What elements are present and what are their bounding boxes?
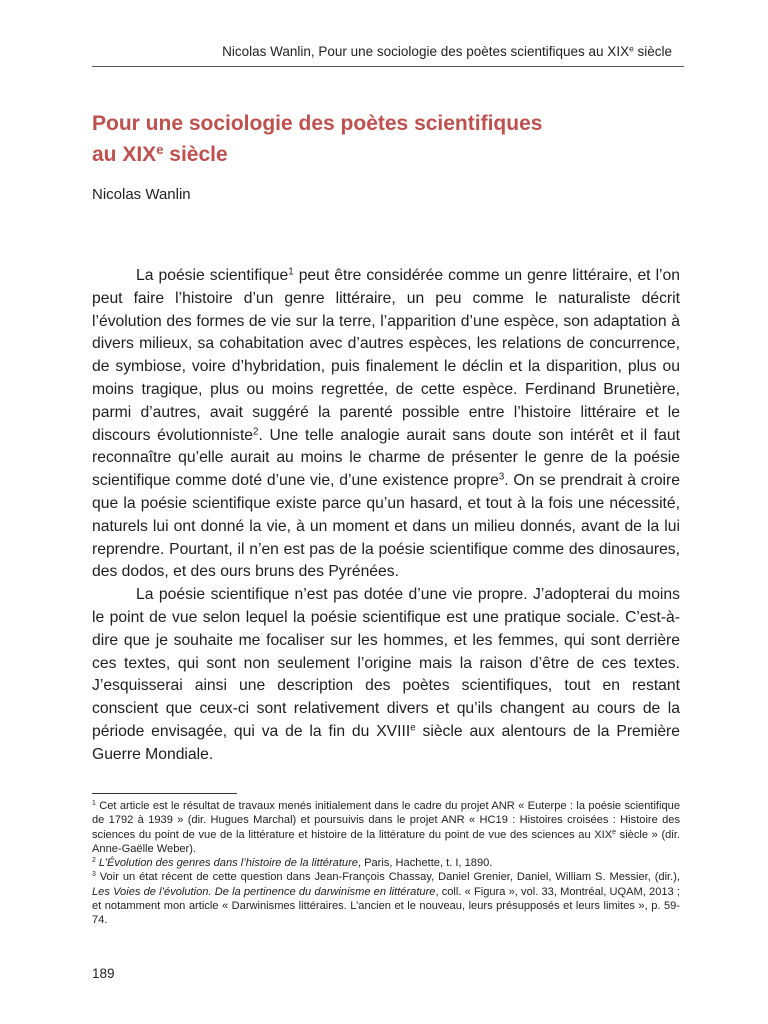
running-header-tail: siècle — [633, 44, 672, 59]
footnotes — [92, 799, 680, 928]
header-rule — [92, 66, 684, 67]
paragraph-1-text: peut être considérée comme un genre littéraire, et l’on peut faire l’histoire d’un genre littéraire, un peu comme le naturaliste décrit l’évolution des formes de vie sur la terre, l’apparition d’une espèce, son adaptation à divers milieux, sa cohabitation avec d’autres espèces, les relations de concurrence, de symbiose, voire d’hybridation, puis finalement le déclin et la disparition, plus ou moins tragique, plus ou moins regrettée, de cette espèce. Ferdinand Brunetière, parmi d’autres, avait suggéré la parenté possible entre l’histoire littéraire et le discours évolutionniste — [92, 267, 680, 444]
footnote-text: siècle » (dir. Anne-Gaëlle Weber). — [92, 828, 680, 855]
article-body — [92, 265, 680, 767]
page-number: 189 — [92, 966, 115, 981]
footnote-ref-1[interactable]: 1 — [288, 266, 294, 278]
title-line-2-end: siècle — [163, 143, 228, 166]
footnote-book-title: Les Voies de l’évolution. De la pertinence du darwinisme en littérature — [92, 885, 436, 898]
paragraph-2 — [92, 584, 680, 766]
footnote-ref-2[interactable]: 2 — [253, 426, 259, 438]
title-line-1: Pour une sociologie des poètes scientifiques — [92, 112, 543, 135]
footnote-superscript: e — [612, 828, 616, 836]
footnote-number: 2 — [92, 857, 96, 865]
footnote-1 — [92, 799, 680, 856]
footnote-number: 1 — [92, 800, 96, 808]
footnote-ref-3[interactable]: 3 — [498, 471, 505, 483]
paragraph-1-text: . Une telle analogie aurait sans doute son intérêt et il faut reconnaître qu’elle aurait au moins le charme de présenter le genre de la poésie scientifique comme doté d’une vie, d’une existence propre — [92, 426, 680, 490]
paragraph-1-text: . On se prendrait à croire que la poésie scientifique existe parce qu’un hasard, et tout à la fois une nécessité, naturels lui ont donné la vie, à un moment et dans un milieu donnés, avant de la lui reprendre. Pourtant, il n’en est pas de la poésie scientifique comme des dinosaures, des dodos, et des ours bruns des Pyrénées. — [92, 472, 680, 581]
footnote-separator — [92, 793, 237, 794]
paragraph-2-text: La poésie scientifique n’est pas dotée d’une vie propre. J’adopterai du moins le point de vue selon lequel la poésie scientifique est une pratique sociale. C’est-à-dire que je souhaite me focaliser sur les hommes, et les femmes, qui sont derrière ces textes, qui sont non seulement l’origine mais la raison d’être de ces textes. J’esquisserai ainsi une description des poètes scientifiques, tout en restant conscient que ceux-ci sont relativement divers et qu’ils changent au cours de la période envisagée, qui va de la fin du XVIII — [92, 586, 680, 740]
running-header — [222, 44, 672, 59]
footnote-2 — [92, 856, 680, 870]
footnote-book-title: L’Évolution des genres dans l’histoire de la littérature — [98, 857, 358, 870]
footnote-text: Voir un état récent de cette question dans Jean-François Chassay, Daniel Grenier, Daniel, William S. Messier, (dir.), — [95, 871, 680, 884]
footnote-number: 3 — [92, 871, 96, 879]
paragraph-2-text: siècle aux alentours de la Première Guerre Mondiale. — [92, 722, 680, 763]
footnote-text: , coll. « Figura », vol. 33, Montréal, UQAM, 2013 ; et notamment mon article « Darwinismes littéraires. L’ancien et le nouveau, leurs présupposés et leurs limites », p. 59-74. — [92, 885, 680, 927]
footnote-text: , Paris, Hachette, t. I, 1890. — [357, 857, 493, 870]
paragraph-1-text: La poésie scientifique — [136, 267, 289, 284]
footnote-text: Cet article est le résultat de travaux menés initialement dans le cadre du projet ANR « Euterpe : la poésie scientifique de 1792 à 1939 » (dir. Hugues Marchal) et poursuivis dans le projet ANR « HC19 : Histoires croisées : Histoire des sciences du point de vue de la littérature et histoire de la littérature du point de vue des sciences au XIX — [92, 800, 680, 841]
footnote-3 — [92, 870, 680, 927]
title-line-2-start: au XIX — [92, 143, 157, 166]
century-superscript: e — [410, 722, 416, 734]
paragraph-1 — [92, 265, 680, 584]
running-header-superscript: e — [629, 43, 634, 54]
title-superscript: e — [156, 141, 164, 157]
author-name: Nicolas Wanlin — [92, 186, 191, 203]
title-line-2 — [92, 139, 652, 170]
running-header-text: Nicolas Wanlin, Pour une sociologie des poètes scientifiques au XIX — [222, 44, 630, 59]
article-title — [92, 108, 652, 170]
